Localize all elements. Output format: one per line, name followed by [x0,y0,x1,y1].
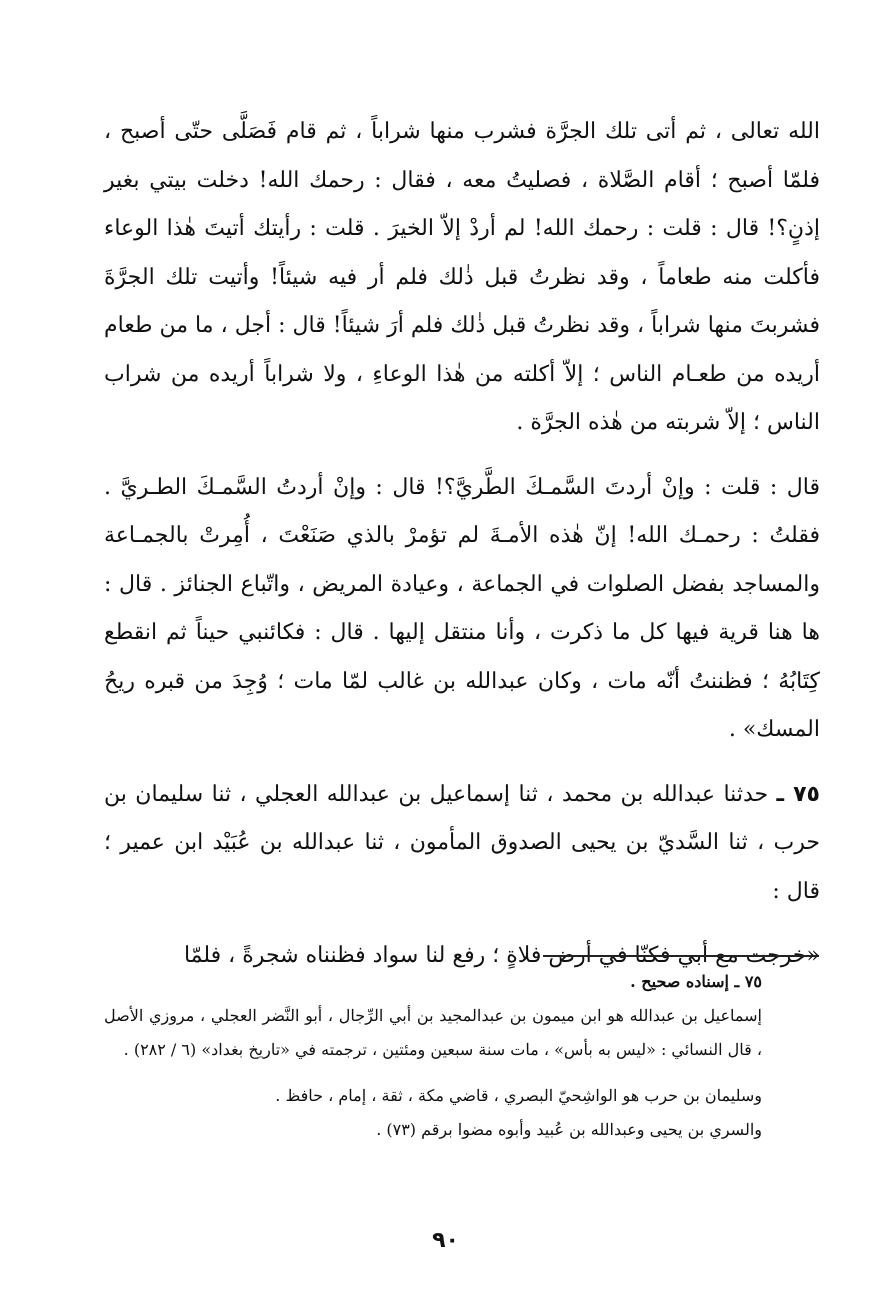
footnotes [104,965,820,1147]
paragraph-1: الله تعالى ، ثم أتى تلك الجرَّة فشرب منها شراباً ، ثم قام فَصَلَّى حتّى أصبح ، فلمّا أصبح ؛ أقام الصَّلاة ، فصليتُ معه ، فقال : رحمك الله! دخلت بيتي بغير إذنٍ؟! قال : قلت : رحمك الله! لم أردْ إلاّ الخيرَ . قلت : رأيتك أتيتَ هٰذا الوعاء فأكلت منه طعاماً ، وقد نظرتُ قبل ذٰلك فلم أر فيه شيئاً! وأتيت تلك الجرَّةَ فشربتَ منها شراباً ، وقد نظرتُ قبل ذٰلك فلم أرَ شيئاً! قال : أجل ، ما من طعام أريده من طعـام الناس ؛ إلاّ أكلته من هٰذا الوعاءِ ، ولا شراباً أريده من شراب الناس ؛ إلاّ شربته من هٰذه الجرَّة . [104,119,820,435]
footnote-3: والسري بن يحيى وعبدالله بن عُبيد وأبوه مضوا برقم (٧٣) . [376,1120,762,1139]
paragraph-4: «خرجت مع أبي فكنّا في أرض فلاةٍ ؛ رفع لنا سواد فظنناه شجرةً ، فلمّا [183,943,820,968]
main-text [104,108,820,981]
paragraph-3 [104,771,820,917]
hadith-number: ٧٥ ـ [776,781,820,807]
footnote-heading: ٧٥ ـ إسناده صحيح . [630,972,762,991]
paragraph-3-text: حدثنا عبدالله بن محمد ، ثنا إسماعيل بن عبدالله العجلي ، ثنا سليمان بن حرب ، ثنا السَّديّ بن يحيى الصدوق المأمون ، ثنا عبدالله بن عُبَيْد ابن عمير ؛ قال : [104,781,820,904]
footnote-2: وسليمان بن حرب هو الواشِحيّ البصري ، قاضي مكة ، ثقة ، إمام ، حافظ . [275,1086,762,1105]
paragraph-2: قال : قلت : وإنْ أردتَ السَّمـكَ الطَّريَّ؟! قال : وإنْ أردتُ السَّمـكَ الطـريَّ . فقلتُ : رحمـك الله! إنّ هٰذه الأمـةَ لم تؤمرْ بالذي صَنَعْتَ ، أُمِرتْ بالجمـاعة والمساجد بفضل الصلوات في الجماعة ، وعيادة المريض ، واتّباع الجنائز . قال : ها هنا قرية فيها كل ما ذكرت ، وأنا منتقل إليها . قال : فكائنبي حيناً ثم انقطع كِتَابُهُ ؛ فظننتُ أنّه مات ، وكان عبدالله بن غالب لمّا مات ؛ وُجِدَ من قبره ريحُ المسك» . [104,474,820,742]
footnote-1: إسماعيل بن عبدالله هو ابن ميمون بن عبدالمجيد بن أبي الرِّجال ، أبو النَّضر العجلي ، مروزي الأصل ، قال النسائي : «ليس به بأس» ، مات سنة سبعين ومئتين ، ترجمته في «تاريخ بغداد» (٦ / ٢٨٢) . [104,1006,762,1059]
footnote-divider [543,955,819,957]
page-number: ٩٠ [432,1228,459,1253]
